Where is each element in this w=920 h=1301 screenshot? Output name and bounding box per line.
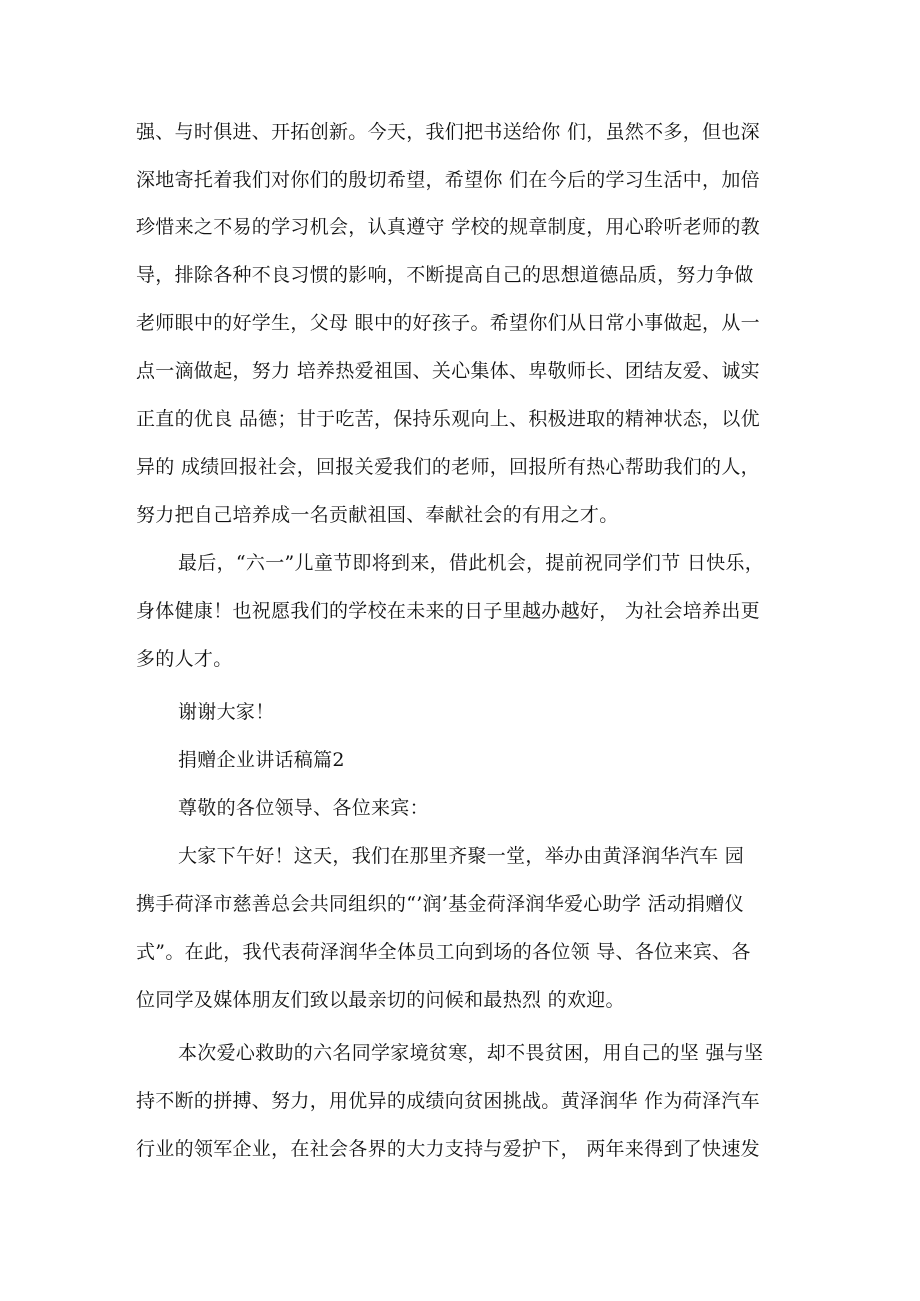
paragraph-line: 行业的领军企业，在社会各界的大力支持与爱护下， 两年来得到了快速发 xyxy=(136,1138,760,1160)
paragraph-line: 身体健康！也祝愿我们的学校在未来的日子里越办越好， 为社会培养出更 xyxy=(136,600,760,622)
closing-line: 谢谢大家！ xyxy=(178,701,275,723)
paragraph-line: 位同学及媒体朋友们致以最亲切的问候和最热烈 的欢迎。 xyxy=(136,989,625,1011)
paragraph-line: 正直的优良 品德；甘于吃苦，保持乐观向上、积极进取的精神状态，以优 xyxy=(136,408,760,430)
paragraph-line: 式”。在此，我代表荷泽润华全体员工向到场的各位领 导、各位来宾、各 xyxy=(136,941,751,963)
paragraph-line: 本次爱心救助的六名同学家境贫寒，却不畏贫困，用自己的坚 强与坚 xyxy=(178,1042,764,1064)
paragraph-line: 导，排除各种不良习惯的影响，不断提高自己的思想道德品质，努力争做 xyxy=(136,264,754,286)
paragraph-line: 多的人才。 xyxy=(136,648,233,670)
paragraph-line: 大家下午好！这天，我们在那里齐聚一堂，举办由黄泽润华汽车 园 xyxy=(178,845,745,867)
paragraph-line: 点一滴做起，努力 培养热爱祖国、关心集体、卑敬师长、团结友爱、诚实 xyxy=(136,360,760,382)
paragraph-line: 努力把自己培养成一名贡献祖国、奉献社会的有用之才。 xyxy=(136,504,619,526)
paragraph-line: 强、与时俱进、开拓创新。今天，我们把书送给你 们，虽然不多，但也深 xyxy=(136,121,760,143)
paragraph-line: 珍惜来之不易的学习机会，认真遵守 学校的规章制度，用心聆听老师的教 xyxy=(136,216,760,238)
paragraph-line: 老师眼中的好学生，父母 眼中的好孩子。希望你们从日常小事做起，从一 xyxy=(136,312,760,334)
paragraph-line: 深地寄托着我们对你们的殷切希望，希望你 们在今后的学习生活中，加倍 xyxy=(136,169,760,191)
paragraph-line: 持不断的拼搏、努力，用优异的成绩向贫困挑战。黄泽润华 作为荷泽汽车 xyxy=(136,1090,760,1112)
paragraph-line: 携手荷泽市慈善总会共同组织的“’润’基金荷泽润华爱心助学 活动捐赠仪 xyxy=(136,893,745,915)
section-heading: 捐赠企业讲话稿篇2 xyxy=(178,749,345,771)
paragraph-line: 最后，“六一”儿童节即将到来，借此机会，提前祝同学们节 日快乐， xyxy=(178,552,765,574)
paragraph-line: 异的 成绩回报社会，回报关爱我们的老师，回报所有热心帮助我们的人， xyxy=(136,456,760,478)
salutation-line: 尊敬的各位领导、各位来宾： xyxy=(178,797,429,819)
